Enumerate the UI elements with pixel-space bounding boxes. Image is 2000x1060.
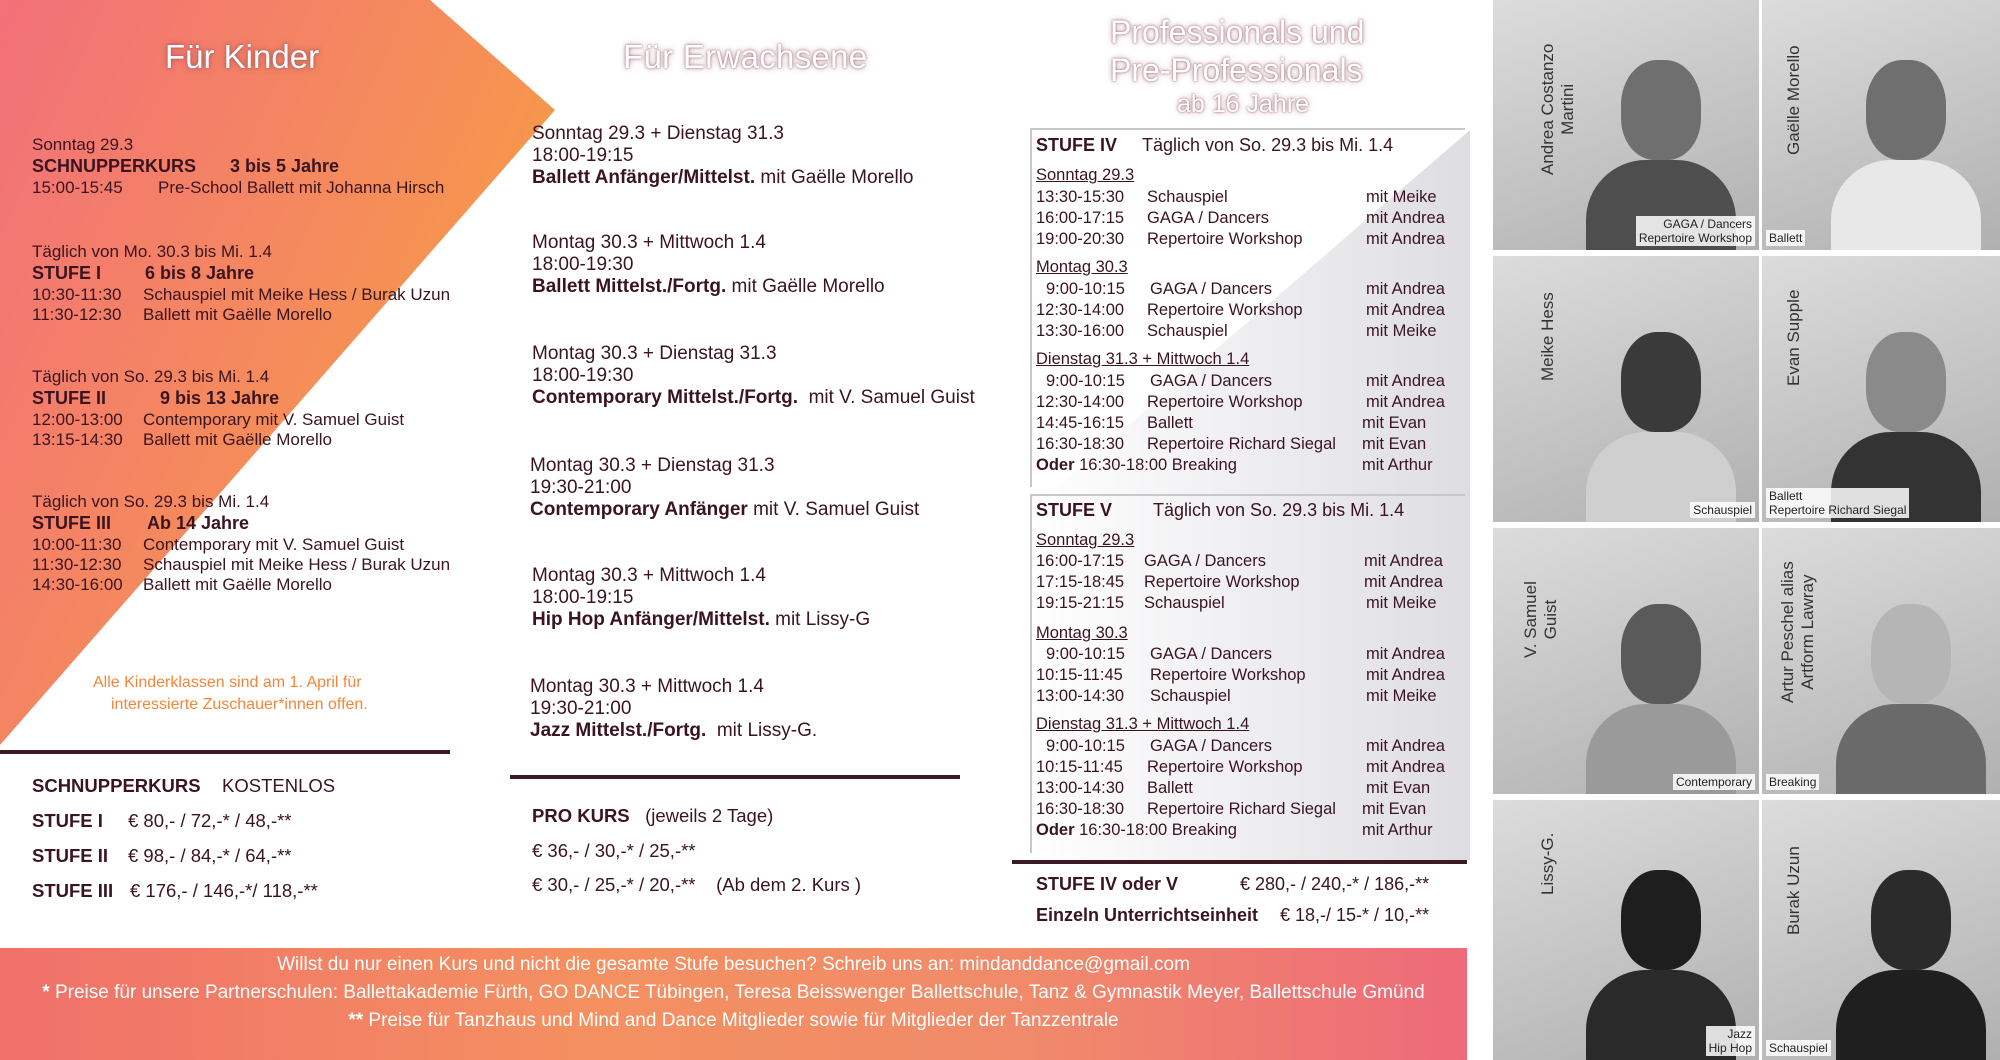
kinder-s4-age: Ab 14 Jahre [147, 513, 250, 533]
adult-course-name: Jazz Mittelst./Fortg. [530, 720, 707, 741]
teacher-photo-lissy [1493, 800, 1759, 1060]
adult-price-title-line [532, 805, 773, 827]
teacher-caption [1766, 774, 1819, 790]
teacher-caption [1766, 1040, 1831, 1056]
erwachsene-divider [510, 775, 960, 779]
portrait-silhouette [1586, 594, 1736, 794]
stufe4-day: Sonntag 29.3 [1036, 166, 1135, 184]
kinder-title: Für Kinder [165, 38, 320, 75]
teacher-caption-line: Hip Hop [1708, 1041, 1752, 1055]
pro-divider [1012, 860, 1467, 864]
stufe4-oder-teacher: mit Arthur [1362, 456, 1433, 474]
stufe5-time: 16:30-18:30 [1036, 800, 1125, 818]
stufe5-oder-line [1036, 821, 1237, 840]
stufe5-teacher: mit Andrea [1366, 737, 1445, 755]
stufe4-course: Repertoire Richard Siegal [1147, 435, 1336, 453]
kinder-price-value: € 98,- / 84,-* / 64,-** [128, 845, 292, 866]
teacher-name [1778, 561, 1818, 703]
kinder-s2-desc: Schauspiel mit Meike Hess / Burak Uzun [143, 285, 451, 304]
teacher-name-line: Martini [1558, 83, 1577, 135]
stufe4-course: GAGA / Dancers [1150, 372, 1272, 390]
kinder-s3-time: 12:00-13:00 [32, 410, 123, 429]
stufe4-teacher: mit Meike [1366, 188, 1437, 206]
kinder-s4-desc: Schauspiel mit Meike Hess / Burak Uzun [143, 555, 451, 574]
teacher-caption-line: Breaking [1769, 775, 1817, 789]
stufe4-day: Dienstag 31.3 + Mittwoch 1.4 [1036, 350, 1250, 368]
stufe5-time: 19:15-21:15 [1036, 594, 1125, 612]
stufe5-course: Schauspiel [1144, 594, 1225, 612]
teacher-photo-evan [1762, 256, 2000, 522]
stufe4-oder-line [1036, 456, 1237, 475]
stufe4-teacher: mit Meike [1366, 322, 1437, 340]
stufe5-time: 10:15-11:45 [1036, 666, 1123, 684]
stufe4-teacher: mit Andrea [1366, 209, 1445, 227]
kinder-s3-time: 13:15-14:30 [32, 430, 123, 449]
teacher-name-line: Lissy-G. [1538, 832, 1557, 895]
stufe5-teacher: mit Andrea [1366, 645, 1445, 663]
stufe4-time: 12:30-14:00 [1036, 301, 1125, 319]
kinder-price-value: € 80,- / 72,-* / 48,-** [128, 810, 292, 831]
teacher-name-line: Artform Lawray [1798, 574, 1817, 690]
pro-price-label: STUFE IV oder V [1036, 874, 1179, 894]
teacher-caption-line: GAGA / Dancers [1663, 217, 1752, 231]
stufe4-teacher: mit Evan [1362, 435, 1427, 453]
adult-course-date: Montag 30.3 + Mittwoch 1.4 [530, 676, 764, 697]
teacher-caption-line: Repertoire Workshop [1638, 231, 1752, 245]
teacher-name-line: Andrea Costanzo [1538, 43, 1557, 175]
stufe5-oder-rest: 16:30-18:00 Breaking [1079, 821, 1237, 839]
footer-banner [0, 948, 1467, 1060]
teacher-caption-line: Contemporary [1675, 775, 1752, 789]
adult-course-name: Hip Hop Anfänger/Mittelst. [532, 609, 770, 630]
stufe5-course: Repertoire Workshop [1144, 573, 1300, 591]
adult-course-line [532, 609, 870, 631]
stufe4-course: Ballett [1147, 414, 1193, 432]
teacher-photo-andrea [1493, 0, 1759, 250]
stufe4-course: GAGA / Dancers [1150, 280, 1272, 298]
adult-course-time: 18:00-19:15 [532, 587, 634, 608]
kinder-s1-desc: Pre-School Ballett mit Johanna Hirsch [158, 178, 445, 197]
stufe5-teacher: mit Evan [1362, 800, 1427, 818]
adult-course-line [532, 167, 913, 189]
stufe4-time: 13:30-16:00 [1036, 322, 1125, 340]
stufe4-time: 9:00-10:15 [1046, 372, 1125, 390]
teacher-caption [1766, 488, 1909, 518]
portrait-silhouette [1831, 50, 1981, 250]
stufe5-time: 13:00-14:30 [1036, 687, 1125, 705]
adult-course-teacher: mit V. Samuel Guist [808, 387, 975, 408]
footer-member-line [0, 1010, 1467, 1032]
adult-course-name: Ballett Mittelst./Fortg. [532, 276, 727, 297]
teacher-name-line: Evan Supple [1784, 289, 1803, 386]
kinder-s2-desc: Ballett mit Gaëlle Morello [143, 305, 332, 324]
adult-course-name: Contemporary Mittelst./Fortg. [532, 387, 799, 408]
stufe5-course: Repertoire Richard Siegal [1147, 800, 1336, 818]
kinder-s1-date: Sonntag 29.3 [32, 135, 134, 154]
stufe5-time: 9:00-10:15 [1046, 737, 1125, 755]
kinder-s2-time: 11:30-12:30 [32, 305, 122, 324]
pro-subtitle: ab 16 Jahre [1177, 90, 1310, 118]
stufe5-time: 10:15-11:45 [1036, 758, 1123, 776]
stufe5-time: 16:00-17:15 [1036, 552, 1125, 570]
kinder-s1-name: SCHNUPPERKURS [32, 156, 197, 176]
footer-star: ** [348, 1010, 364, 1031]
teacher-photo-gaelle [1762, 0, 2000, 250]
stufe5-course: GAGA / Dancers [1144, 552, 1266, 570]
adult-price-sub: (jeweils 2 Tage) [645, 805, 774, 826]
adult-price-1: € 36,- / 30,-* / 25,-** [532, 840, 696, 861]
adult-price-2-line [532, 874, 861, 896]
kinder-s3-name: STUFE II [32, 388, 107, 408]
stufe5-teacher: mit Evan [1366, 779, 1431, 797]
teacher-caption [1690, 502, 1755, 518]
teacher-name [1784, 290, 1804, 386]
erwachsene-title: Für Erwachsene [623, 38, 868, 75]
teacher-caption-line: Ballett [1769, 489, 1803, 503]
kinder-s2-date: Täglich von Mo. 30.3 bis Mi. 1.4 [32, 242, 273, 261]
stufe4-teacher: mit Andrea [1366, 393, 1445, 411]
teacher-caption [1706, 1026, 1755, 1056]
stufe4-time: 14:45-16:15 [1036, 414, 1125, 432]
footer-partner-line [0, 982, 1467, 1004]
adult-course-teacher: mit V. Samuel Guist [753, 499, 920, 520]
stufe5-time: 13:00-14:30 [1036, 779, 1125, 797]
stufe5-day: Sonntag 29.3 [1036, 531, 1135, 549]
stufe4-oder: Oder [1036, 456, 1075, 474]
kinder-s1-time: 15:00-15:45 [32, 178, 123, 197]
stufe4-teacher: mit Andrea [1366, 372, 1445, 390]
portrait-silhouette [1836, 594, 1986, 794]
kinder-note: interessierte Zuschauer*innen offen. [111, 696, 368, 713]
kinder-price-label: SCHNUPPERKURS [32, 775, 201, 796]
stufe5-oder: Oder [1036, 821, 1075, 839]
teacher-caption [1636, 216, 1755, 246]
teacher-caption [1766, 230, 1805, 246]
stufe4-desc: Täglich von So. 29.3 bis Mi. 1.4 [1142, 135, 1394, 155]
kinder-s4-name: STUFE III [32, 513, 112, 533]
adult-course-teacher: mit Gaëlle Morello [760, 167, 914, 188]
adult-course-time: 18:00-19:30 [532, 365, 634, 386]
adult-course-date: Montag 30.3 + Mittwoch 1.4 [532, 565, 766, 586]
stufe4-course: Repertoire Workshop [1147, 393, 1303, 411]
stufe4-name: STUFE IV [1036, 135, 1118, 155]
kinder-price-value: KOSTENLOS [222, 775, 336, 796]
kinder-s4-time: 10:00-11:30 [32, 535, 122, 554]
adult-course-time: 18:00-19:15 [532, 145, 634, 166]
stufe4-time: 16:30-18:30 [1036, 435, 1125, 453]
stufe4-day: Montag 30.3 [1036, 258, 1128, 276]
adult-course-time: 19:30-21:00 [530, 698, 632, 719]
stufe4-time: 13:30-15:30 [1036, 188, 1125, 206]
stufe5-teacher: mit Meike [1366, 594, 1437, 612]
adult-course-line [530, 720, 817, 742]
kinder-s4-desc: Ballett mit Gaëlle Morello [143, 575, 332, 594]
kinder-note: Alle Kinderklassen sind am 1. April für [93, 674, 362, 691]
teacher-name-line: Burak Uzun [1784, 846, 1803, 935]
teacher-name-line: Guist [1541, 599, 1560, 640]
kinder-s3-desc: Ballett mit Gaëlle Morello [143, 430, 332, 449]
stufe4-time: 16:00-17:15 [1036, 209, 1125, 227]
stufe4-time: 9:00-10:15 [1046, 280, 1125, 298]
stufe4-course: Schauspiel [1147, 322, 1228, 340]
teacher-name [1538, 292, 1558, 381]
teacher-name [1784, 846, 1804, 935]
stufe4-teacher: mit Andrea [1366, 301, 1445, 319]
stufe4-course: Schauspiel [1147, 188, 1228, 206]
adult-course-time: 18:00-19:30 [532, 254, 634, 275]
stufe5-teacher: mit Andrea [1366, 758, 1445, 776]
teacher-name [1521, 581, 1561, 658]
adult-course-teacher: mit Lissy-G. [716, 720, 818, 741]
stufe5-course: Ballett [1147, 779, 1193, 797]
teacher-caption-line: Repertoire Richard Siegal [1769, 503, 1907, 517]
stufe5-teacher: mit Andrea [1366, 666, 1445, 684]
adult-price-title: PRO KURS [532, 805, 630, 826]
stufe5-name: STUFE V [1036, 500, 1113, 520]
adult-course-name: Contemporary Anfänger [530, 499, 748, 520]
footer-star: * [42, 982, 50, 1003]
kinder-price-label: STUFE I [32, 810, 103, 831]
adult-course-line [532, 387, 975, 409]
kinder-price-label: STUFE II [32, 845, 109, 866]
stufe4-time: 19:00-20:30 [1036, 230, 1125, 248]
kinder-s2-age: 6 bis 8 Jahre [145, 263, 255, 283]
adult-price-2: € 30,- / 25,-* / 20,-** [532, 874, 696, 895]
stufe4-oder-rest: 16:30-18:00 Breaking [1079, 456, 1237, 474]
stufe5-course: Schauspiel [1150, 687, 1231, 705]
kinder-s1-age: 3 bis 5 Jahre [230, 156, 340, 176]
stufe5-course: Repertoire Workshop [1147, 758, 1303, 776]
adult-course-line [530, 499, 919, 521]
footer-member-text: Preise für Tanzhaus und Mind and Dance Mitglieder sowie für Mitglieder der Tanzzentrale [363, 1010, 1119, 1031]
adult-course-time: 19:30-21:00 [530, 477, 632, 498]
stufe4-course: GAGA / Dancers [1147, 209, 1269, 227]
teacher-name-line: Meike Hess [1538, 292, 1557, 381]
teacher-caption-line: Jazz [1727, 1027, 1752, 1041]
stufe5-teacher: mit Andrea [1364, 573, 1443, 591]
adult-course-date: Montag 30.3 + Mittwoch 1.4 [532, 232, 766, 253]
stufe5-desc: Täglich von So. 29.3 bis Mi. 1.4 [1153, 500, 1405, 520]
kinder-s3-desc: Contemporary mit V. Samuel Guist [143, 410, 405, 429]
kinder-s3-age: 9 bis 13 Jahre [160, 388, 280, 408]
pro-title: Pre-Professionals [1110, 52, 1363, 88]
kinder-s4-time: 11:30-12:30 [32, 555, 122, 574]
kinder-s4-date: Täglich von So. 29.3 bis Mi. 1.4 [32, 492, 270, 511]
adult-course-teacher: mit Gaëlle Morello [731, 276, 885, 297]
stufe5-course: GAGA / Dancers [1150, 645, 1272, 663]
stufe5-course: Repertoire Workshop [1150, 666, 1306, 684]
kinder-s4-desc: Contemporary mit V. Samuel Guist [143, 535, 405, 554]
teacher-photo-meike [1493, 256, 1759, 522]
adult-course-name: Ballett Anfänger/Mittelst. [532, 167, 756, 188]
adult-course-teacher: mit Lissy-G [775, 609, 871, 630]
footer-contact-line: Willst du nur einen Kurs und nicht die gesamte Stufe besuchen? Schreib uns an: mindanddance@gmail.com [277, 954, 1190, 975]
teacher-photo-burak [1762, 800, 2000, 1060]
adult-course-date: Montag 30.3 + Dienstag 31.3 [532, 343, 777, 364]
stufe5-oder-teacher: mit Arthur [1362, 821, 1433, 839]
teacher-caption-line: Schauspiel [1693, 503, 1752, 517]
stufe4-course: Repertoire Workshop [1147, 301, 1303, 319]
teacher-name [1538, 44, 1578, 175]
kinder-s3-date: Täglich von So. 29.3 bis Mi. 1.4 [32, 367, 270, 386]
stufe4-time: 12:30-14:00 [1036, 393, 1125, 411]
teacher-name-line: Artur Peschel alias [1778, 561, 1797, 703]
stufe5-time: 17:15-18:45 [1036, 573, 1125, 591]
pro-price-value: € 18,-/ 15-* / 10,-** [1280, 905, 1430, 925]
stufe4-teacher: mit Andrea [1366, 230, 1445, 248]
teacher-name [1538, 833, 1558, 895]
teacher-photo-artur [1762, 528, 2000, 794]
stufe5-teacher: mit Meike [1366, 687, 1437, 705]
adult-course-date: Sonntag 29.3 + Dienstag 31.3 [532, 123, 784, 144]
kinder-price-value: € 176,- / 146,-*/ 118,-** [130, 880, 318, 901]
teacher-name [1784, 45, 1804, 155]
portrait-silhouette [1836, 860, 1986, 1060]
kinder-s2-time: 10:30-11:30 [32, 285, 122, 304]
stufe5-time: 9:00-10:15 [1046, 645, 1125, 663]
stufe4-course: Repertoire Workshop [1147, 230, 1303, 248]
kinder-s4-time: 14:30-16:00 [32, 575, 123, 594]
footer-partner-text: Preise für unsere Partnerschulen: Ballettakademie Fürth, GO DANCE Tübingen, Teresa Beisswenger Ballettschule, Tanz & Gymnastik Meyer, Ballettschule Gmünd [49, 982, 1425, 1003]
stufe5-teacher: mit Andrea [1364, 552, 1443, 570]
adult-course-date: Montag 30.3 + Dienstag 31.3 [530, 455, 775, 476]
pro-price-label: Einzeln Unterrichtseinheit [1036, 905, 1259, 925]
adult-price-2-note: (Ab dem 2. Kurs ) [716, 874, 862, 895]
teacher-name-line: Gaëlle Morello [1784, 45, 1803, 155]
pro-price-value: € 280,- / 240,-* / 186,-** [1240, 874, 1430, 894]
stufe5-day: Montag 30.3 [1036, 624, 1128, 642]
stufe5-day: Dienstag 31.3 + Mittwoch 1.4 [1036, 715, 1250, 733]
stufe4-teacher: mit Evan [1362, 414, 1427, 432]
teacher-photo-samuel [1493, 528, 1759, 794]
teacher-caption-line: Schauspiel [1769, 1041, 1828, 1055]
kinder-divider [0, 750, 450, 754]
pro-title: Professionals und [1110, 14, 1365, 50]
teacher-caption [1673, 774, 1755, 790]
adult-course-line [532, 276, 885, 298]
teacher-name-line: V. Samuel [1521, 581, 1540, 658]
stufe5-course: GAGA / Dancers [1150, 737, 1272, 755]
teacher-caption-line: Ballett [1769, 231, 1803, 245]
kinder-price-label: STUFE III [32, 880, 114, 901]
stufe4-teacher: mit Andrea [1366, 280, 1445, 298]
kinder-s2-name: STUFE I [32, 263, 102, 283]
portrait-silhouette [1586, 322, 1736, 522]
